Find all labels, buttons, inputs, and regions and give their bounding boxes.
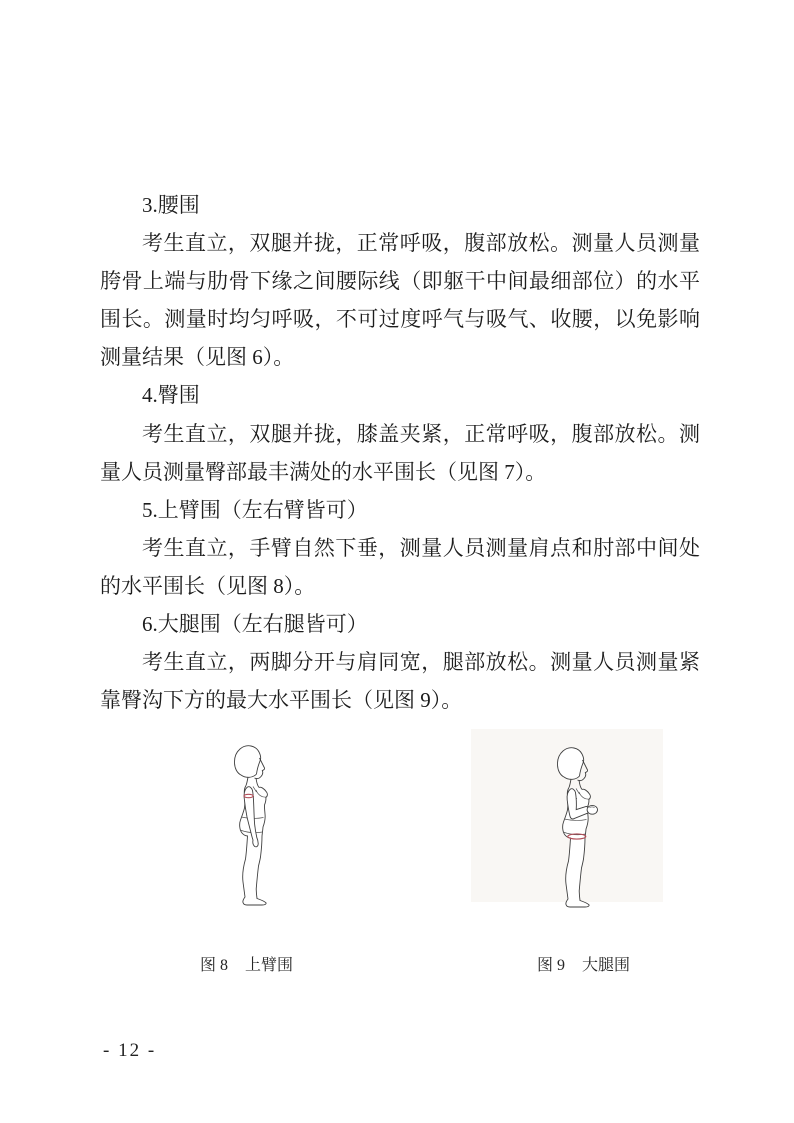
figure-9-thigh-illustration [543,746,603,912]
figure-8-caption-title: 上臂围 [245,957,294,974]
figure-9-caption-number: 图 9 [537,957,566,974]
document-body [100,186,700,719]
section-5-paragraph: 考生直立，手臂自然下垂，测量人员测量肩点和肘部中间处的水平围长（见图 8）。 [100,535,700,598]
neck-back-line [246,777,248,786]
neck-front-line [579,780,582,790]
hair [557,748,583,780]
figure-9-caption-title: 大腿围 [582,957,631,974]
hair [234,746,260,778]
neck-back-line [569,779,571,788]
section-6-heading: 6.大腿围（左右腿皆可） [142,612,368,637]
figure-9-caption [537,956,630,976]
figure-8-caption-number: 图 8 [200,957,229,974]
page-number: - 12 - [103,1040,157,1061]
section-6-paragraph: 考生直立，两脚分开与肩同宽，腿部放松。测量人员测量紧靠臀沟下方的最大水平围长（见图 9）。 [100,650,700,713]
section-5-heading: 5.上臂围（左右臂皆可） [142,497,368,522]
section-3-paragraph: 考生直立，双腿并拢，正常呼吸，腹部放松。测量人员测量胯骨上端与肋骨下缘之间腰际线（即躯干中间最细部位）的水平围长。测量时均匀呼吸，不可过度呼气与吸气、收腰，以免影响测量结果（见图 6）。 [100,231,700,370]
figure-8-caption [200,956,293,976]
section-4-heading: 4.臀围 [142,383,200,408]
neck-front-line [256,778,259,788]
section-4-paragraph: 考生直立，双腿并拢，膝盖夹紧，正常呼吸，腹部放松。测量人员测量臀部最丰满处的水平围长（见图 7）。 [100,421,700,484]
figure-8-upper-arm-illustration [220,744,280,910]
section-3-heading: 3.腰围 [142,193,200,217]
